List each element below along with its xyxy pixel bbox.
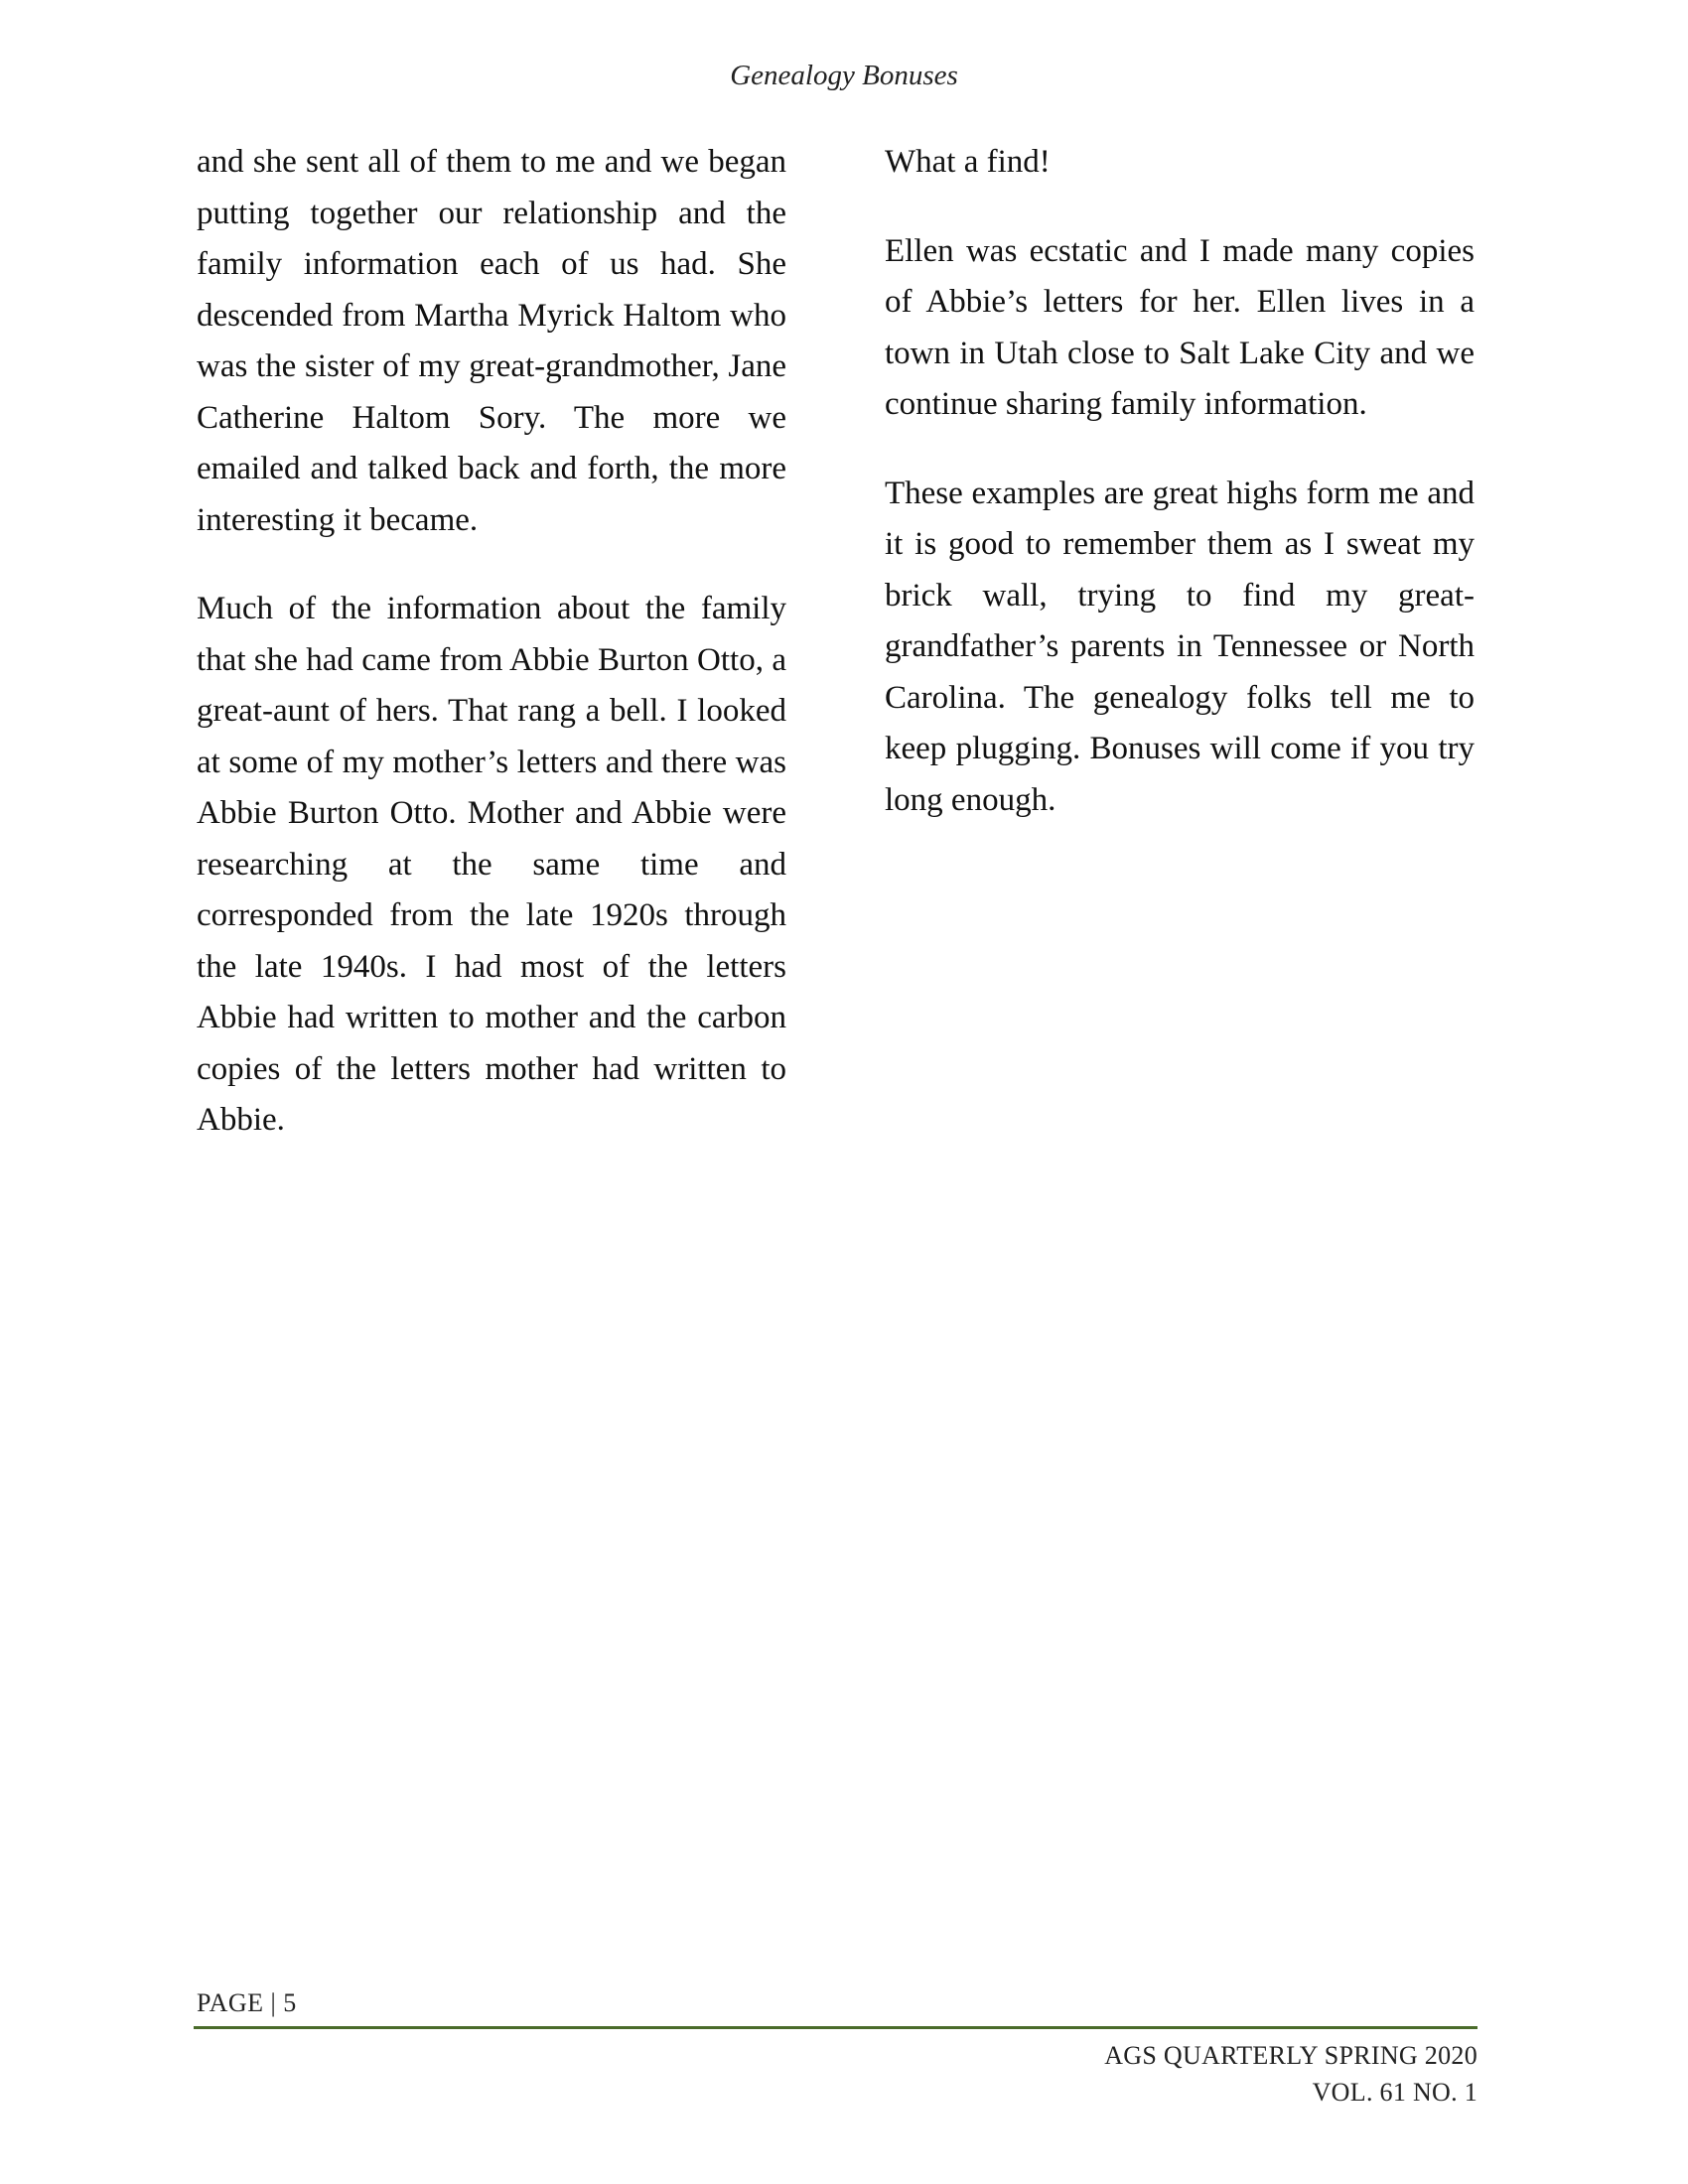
paragraph: and she sent all of them to me and we began putting together our relationship and the family information each of us had. She descended from Martha Myrick Haltom who was the sister of my great-grandmother, Jane Catherine Haltom Sory. The more we emailed and talked back and forth, the more interesting it became. <box>197 144 786 538</box>
paragraph: What a find! <box>885 144 1051 180</box>
left-column <box>197 137 786 1184</box>
paragraph: These examples are great highs form me and it is good to remember them as I sweat my brick wall, trying to find my great-grandfather’s parents in Tennessee or North Carolina. The genealogy folks tell me to keep plugging. Bonuses will come if you try long enough. <box>885 475 1475 818</box>
right-column <box>885 137 1475 864</box>
volume-number: VOL. 61 NO. 1 <box>1312 2078 1477 2107</box>
paragraph: Ellen was ecstatic and I made many copies of Abbie’s letters for her. Ellen lives in a town in Utah close to Salt Lake City and we continue sharing family information. <box>885 232 1475 422</box>
footer-divider <box>194 2026 1477 2029</box>
page-number: PAGE | 5 <box>197 1988 297 2017</box>
publication-name: AGS QUARTERLY SPRING 2020 <box>1104 2041 1477 2070</box>
running-header-title: Genealogy Bonuses <box>730 60 958 91</box>
paragraph: Much of the information about the family that she had came from Abbie Burton Otto, a great-aunt of hers. That rang a bell. I looked at some of my mother’s letters and there was Abbie Burton Otto. Mother and Abbie were researching at the same time and corresponded from the late 1920s through the late 1940s. I had most of the letters Abbie had written to mother and the carbon copies of the letters mother had written to Abbie. <box>197 591 786 1138</box>
